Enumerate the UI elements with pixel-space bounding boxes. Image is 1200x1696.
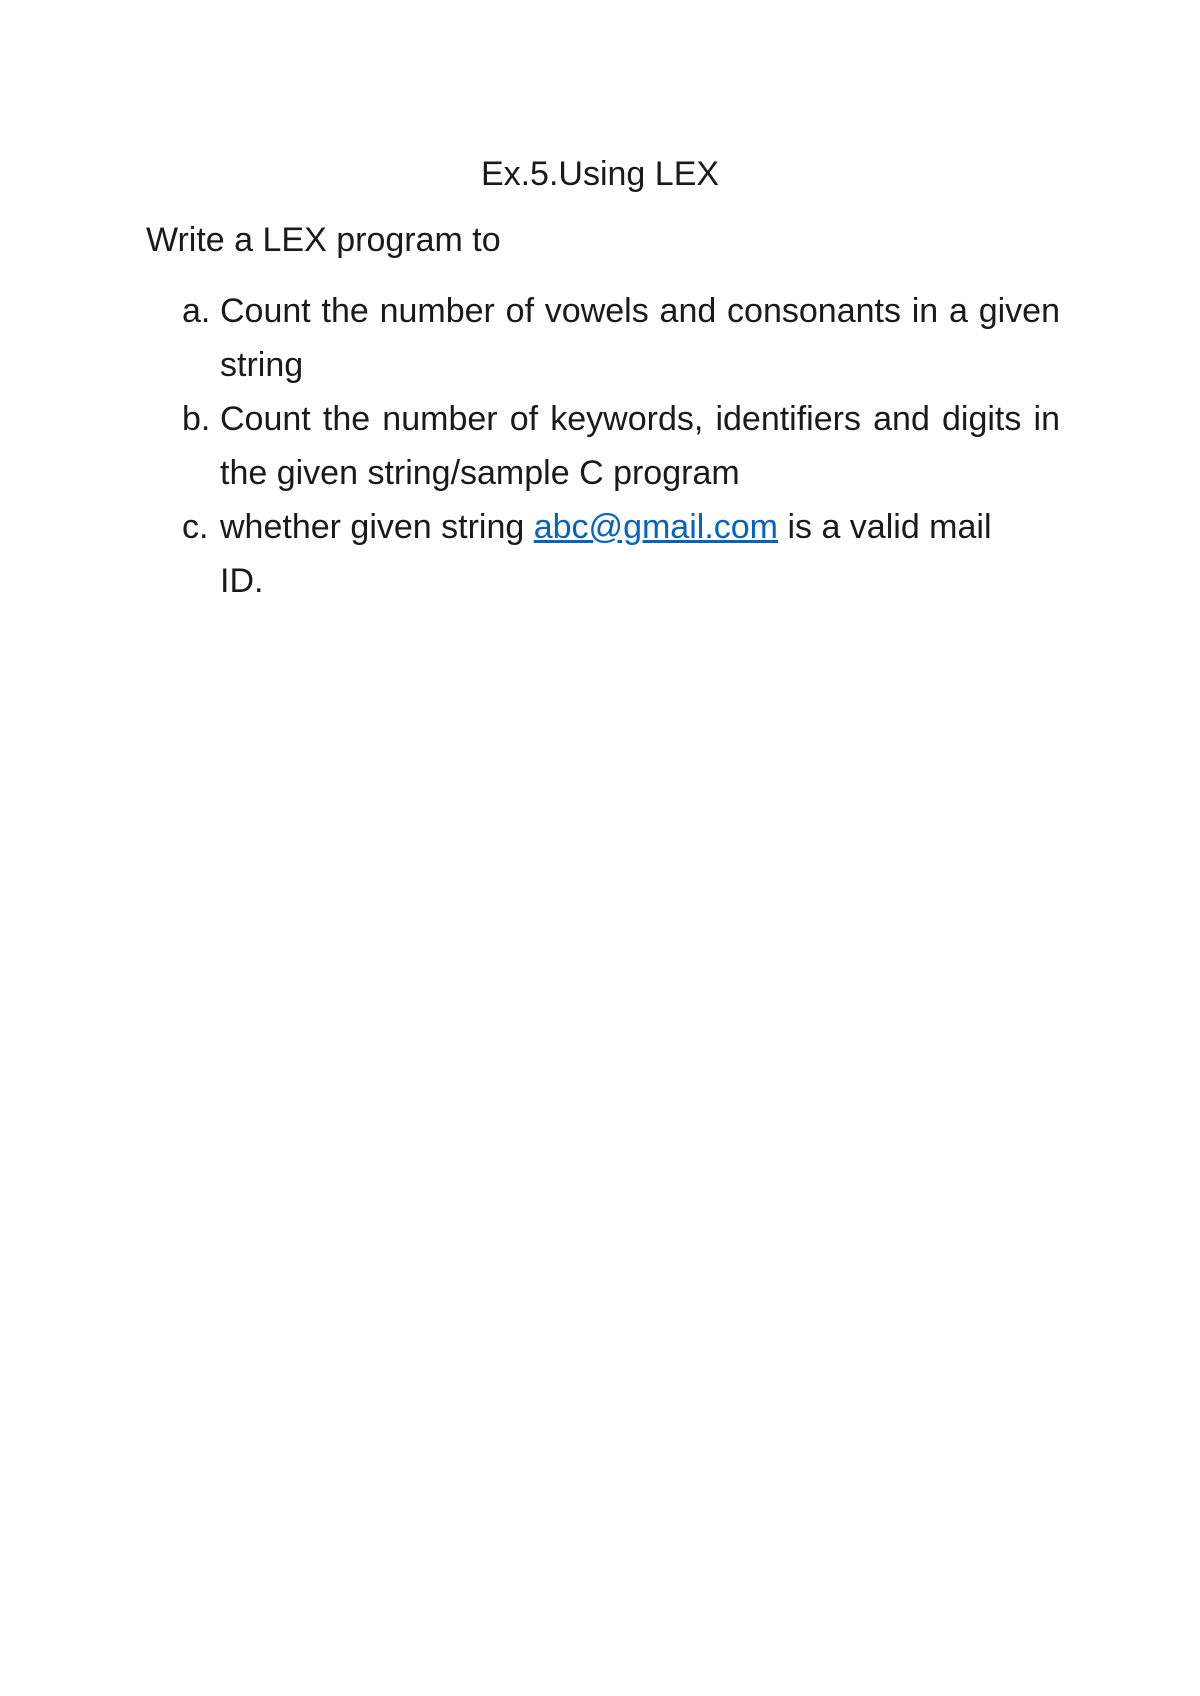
intro-text: Write a LEX program to xyxy=(146,221,501,259)
list-marker-b: b. xyxy=(182,400,211,438)
email-link[interactable]: abc@gmail.com xyxy=(533,508,778,546)
task-text-a: Count the number of vowels and consonants in a given string xyxy=(220,292,1060,384)
list-marker-c: c. xyxy=(182,508,209,546)
task-text-c xyxy=(220,500,1040,608)
document-title: Ex.5.Using LEX xyxy=(480,155,720,193)
task-text-c-before: whether given string xyxy=(220,508,525,546)
list-marker-a: a. xyxy=(182,292,211,330)
list-item xyxy=(146,392,1060,500)
task-text-c-after: is a valid mail ID. xyxy=(220,508,992,600)
list-item xyxy=(146,284,1060,392)
task-text-b: Count the number of keywords, identifiers and digits in the given string/sample C program xyxy=(220,400,1060,492)
task-list xyxy=(146,284,1060,608)
list-item xyxy=(146,500,1040,608)
